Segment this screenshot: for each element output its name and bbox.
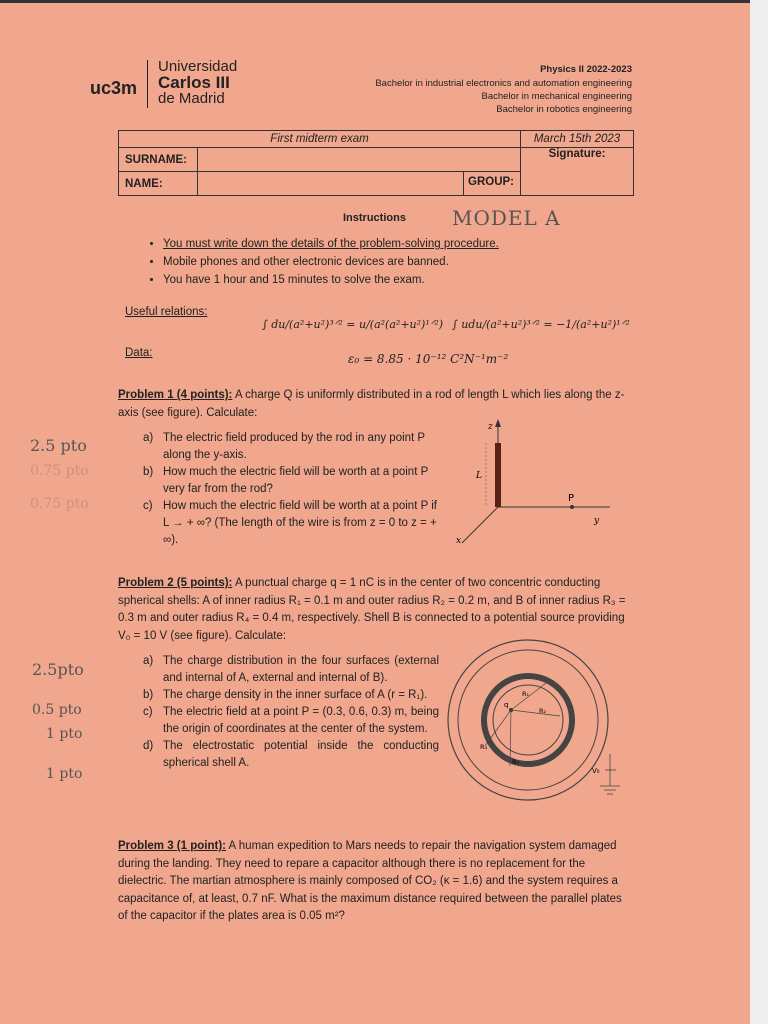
- exam-title: First midterm exam: [119, 131, 521, 148]
- degree-2: Bachelor in mechanical engineering: [481, 91, 632, 102]
- logo-line2: Carlos III: [158, 73, 230, 92]
- shells-figure: [440, 636, 620, 806]
- signature-label: Signature:: [548, 148, 606, 160]
- problem2-heading: Problem 2 (5 points):: [118, 577, 233, 589]
- name-label: NAME:: [119, 172, 198, 196]
- r4-label: R₄: [480, 743, 488, 751]
- degree-1: Bachelor in industrial electronics and automation engineering: [375, 78, 632, 89]
- charge-q-label: q: [504, 701, 509, 709]
- name-field[interactable]: [198, 172, 463, 195]
- problem1-heading: Problem 1 (4 points):: [118, 389, 233, 401]
- problem2-text: A punctual charge q = 1 nC is in the center of two concentric conducting spherical shells: A of inner radius R₁ = 0.1 m and outer radius R₂ = 0.2 m, and B of inner radius R₃ = 0.3 m and outer radius R₄ = 0.4 m, respectively. Shell B is connected to a potential source providing V₀ = 10 V (see figure). Calculate:: [118, 577, 626, 642]
- name-group-cell: [198, 172, 521, 196]
- problem2-item-a: a) The charge distribution in the four surfaces (external and internal of A, external and internal of B).: [143, 655, 439, 684]
- formula-2: ∫ udu/(a²+u²)³ᐟ² = −1/(a²+u²)¹ᐟ²: [452, 318, 630, 331]
- problem3-text: A human expedition to Mars needs to repair the navigation system damaged during the landing. They need to repare a capacitor although there is no replacement for the dielectric. The martian atmosphere is mainly composed of CO₂ (κ = 1.6) and the system requires a capacitance of, at least, 0.7 nF. What is the maximum distance required between the parallel plates of the capacitor if the plates area is 0.05 m²?: [118, 840, 622, 922]
- student-form: [118, 130, 634, 196]
- exam-date: March 15th 2023: [521, 131, 634, 148]
- problem2-statement: [118, 575, 633, 645]
- logo-uc3m: uc3m: [90, 78, 138, 98]
- p2-mark-b: 0.5 pto: [32, 702, 82, 718]
- p1-mark-c: 0.75 pto: [30, 496, 89, 512]
- rod-length-label: L: [476, 471, 482, 481]
- epsilon-value: ε₀ = 8.85 · 10⁻¹² C²N⁻¹m⁻²: [348, 352, 509, 366]
- rod-figure: [440, 415, 620, 555]
- scan-top-edge: [0, 0, 768, 3]
- problem2-item-d: d) The electrostatic potential inside the conducting spherical shell A.: [143, 740, 439, 769]
- axis-x-label: x: [456, 536, 462, 546]
- axis-y-label: y: [594, 516, 600, 526]
- formula-1: ∫ du/(a²+u²)³ᐟ² = u/(a²(a²+u²)¹ᐟ²): [262, 318, 444, 331]
- instructions-list: [143, 235, 499, 289]
- problem1-text: A charge Q is uniformly distributed in a rod of length L which lies along the z-axis (see figure). Calculate:: [118, 389, 625, 419]
- course-title: Physics II 2022-2023: [540, 64, 632, 75]
- data-label: Data:: [125, 347, 153, 359]
- r2-label: R₂: [539, 707, 547, 715]
- instruction-item: • Mobile phones and other electronic devices are banned.: [163, 253, 499, 271]
- logo-line1: Universidad: [158, 58, 238, 75]
- point-p-label: P: [568, 493, 575, 504]
- axis-z-label: z: [488, 422, 493, 432]
- instructions-title: Instructions: [343, 212, 406, 224]
- problem2-item-c: c) The electric field at a point P = (0.3, 0.6, 0.3) m, being the origin of coordinates at the center of the system.: [143, 706, 439, 735]
- p1-mark-a: 2.5 pto: [30, 436, 87, 455]
- instruction-item: • You must write down the details of the problem-solving procedure.: [163, 235, 499, 253]
- signature-box[interactable]: [521, 148, 634, 196]
- group-field[interactable]: [517, 172, 520, 195]
- model-label: MODEL A: [452, 206, 561, 230]
- surname-field[interactable]: [198, 148, 521, 172]
- scan-right-margin: [750, 0, 768, 1024]
- v0-label: V₀: [592, 767, 600, 775]
- problem2-item-b: b) The charge density in the inner surface of A (r = R₁).: [143, 689, 428, 701]
- logo-divider: [147, 60, 148, 108]
- logo-line3: de Madrid: [158, 90, 225, 107]
- problem3-heading: Problem 3 (1 point):: [118, 840, 226, 852]
- problem1-item-a: a) The electric field produced by the rod in any point P along the y-axis.: [143, 432, 425, 461]
- problem1-items: [143, 430, 443, 549]
- group-label: GROUP:: [463, 172, 517, 195]
- problem1-item-b: b) How much the electric field will be worth at a point P very far from the rod?: [143, 466, 429, 495]
- useful-relations-label: Useful relations:: [125, 306, 208, 318]
- r3-label: R₃: [512, 758, 520, 766]
- surname-label: SURNAME:: [119, 148, 198, 172]
- r1-label: R₁: [522, 690, 530, 698]
- p1-mark-b: 0.75 pto: [30, 463, 89, 479]
- p2-mark-a: 2.5pto: [32, 660, 84, 679]
- problem2-items: [143, 653, 439, 772]
- instruction-item: • You have 1 hour and 15 minutes to solve the exam.: [163, 271, 499, 289]
- problem3-statement: [118, 838, 633, 926]
- p2-mark-c: 1 pto: [46, 726, 83, 742]
- degree-3: Bachelor in robotics engineering: [496, 104, 632, 115]
- problem1-item-c: c) How much the electric field will be worth at a point P if L → + ∞? (The length of the wire is from z = 0 to z = + ∞).: [143, 500, 437, 546]
- p2-mark-d: 1 pto: [46, 766, 83, 782]
